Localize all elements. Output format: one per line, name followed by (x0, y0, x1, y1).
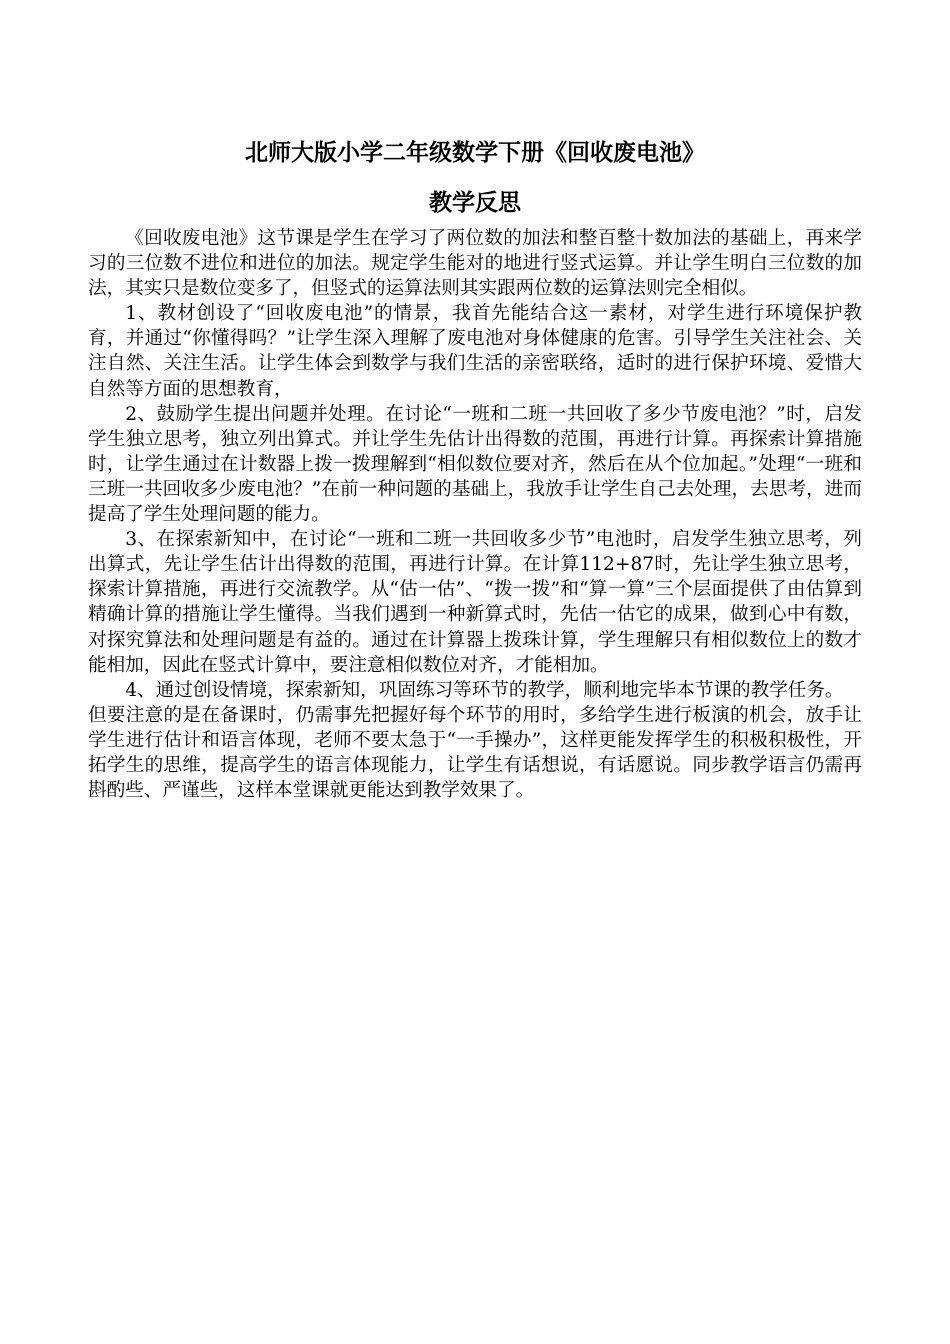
document-subtitle: 教学反思 (429, 190, 521, 216)
document-title: 北师大版小学二年级数学下册《回收废电池》 (245, 140, 705, 166)
paragraph-point-4: 4、通过创设情境，探索新知，巩固练习等环节的教学，顺利地完毕本节课的教学任务。 (125, 679, 844, 701)
document-body (88, 226, 862, 803)
paragraph-intro: 《回收废电池》这节课是学生在学习了两位数的加法和整百整十数加法的基础上，再来学习的三位数不进位和进位的加法。规定学生能对的地进行竖式运算。并让学生明白三位数的加法，其实只是数位变多了，但竖式的运算法则其实跟两位数的运算法则完全相似。 (88, 228, 862, 300)
paragraph-point-1: 1、教材创设了“回收废电池”的情景，我首先能结合这一素材，对学生进行环境保护教育，并通过“你懂得吗？”让学生深入理解了废电池对身体健康的危害。引导学生关注社会、关注自然、关注生活。让学生体会到数学与我们生活的亲密联络，适时的进行保护环境、爱惜大自然等方面的思想教育， (88, 303, 862, 400)
paragraph-conclusion: 但要注意的是在备课时，仍需事先把握好每个环节的用时，多给学生进行板演的机会，放手让学生进行估计和语言体现，老师不要太急于“一手操办”，这样更能发挥学生的积极积极性，开拓学生的思维，提高学生的语言体现能力，让学生有话想说，有话愿说。同步教学语言仍需再斟酌些、严谨些，这样本堂课就更能达到教学效果了。 (88, 704, 862, 802)
paragraph-point-3: 3、在探索新知中，在讨论“一班和二班一共回收多少节”电池时，启发学生独立思考，列出算式，先让学生估计出得数的范围，再进行计算。在计算112+87时，先让学生独立思考，探索计算措施，再进行交流教学。从“估一估”、“拨一拨”和“算一算”三个层面提供了由估算到精确计算的措施让学生懂得。当我们遇到一种新算式时，先估一估它的成果，做到心中有数，对探究算法和处理问题是有益的。通过在计算器上拨珠计算，学生理解只有相似数位上的数才能相加，因此在竖式计算中，要注意相似数位对齐，才能相加。 (88, 529, 862, 676)
paragraph-point-2: 2、鼓励学生提出问题并处理。在讨论“一班和二班一共回收了多少节废电池？”时，启发学生独立思考，独立列出算式。并让学生先估计出得数的范围，再进行计算。再探索计算措施时，让学生通过在计数器上拨一拨理解到“相似数位要对齐，然后在从个位加起。”处理“一班和三班一共回收多少废电池？”在前一种问题的基础上，我放手让学生自己去处理，去思考，进而提高了学生处理问题的能力。 (88, 403, 862, 526)
